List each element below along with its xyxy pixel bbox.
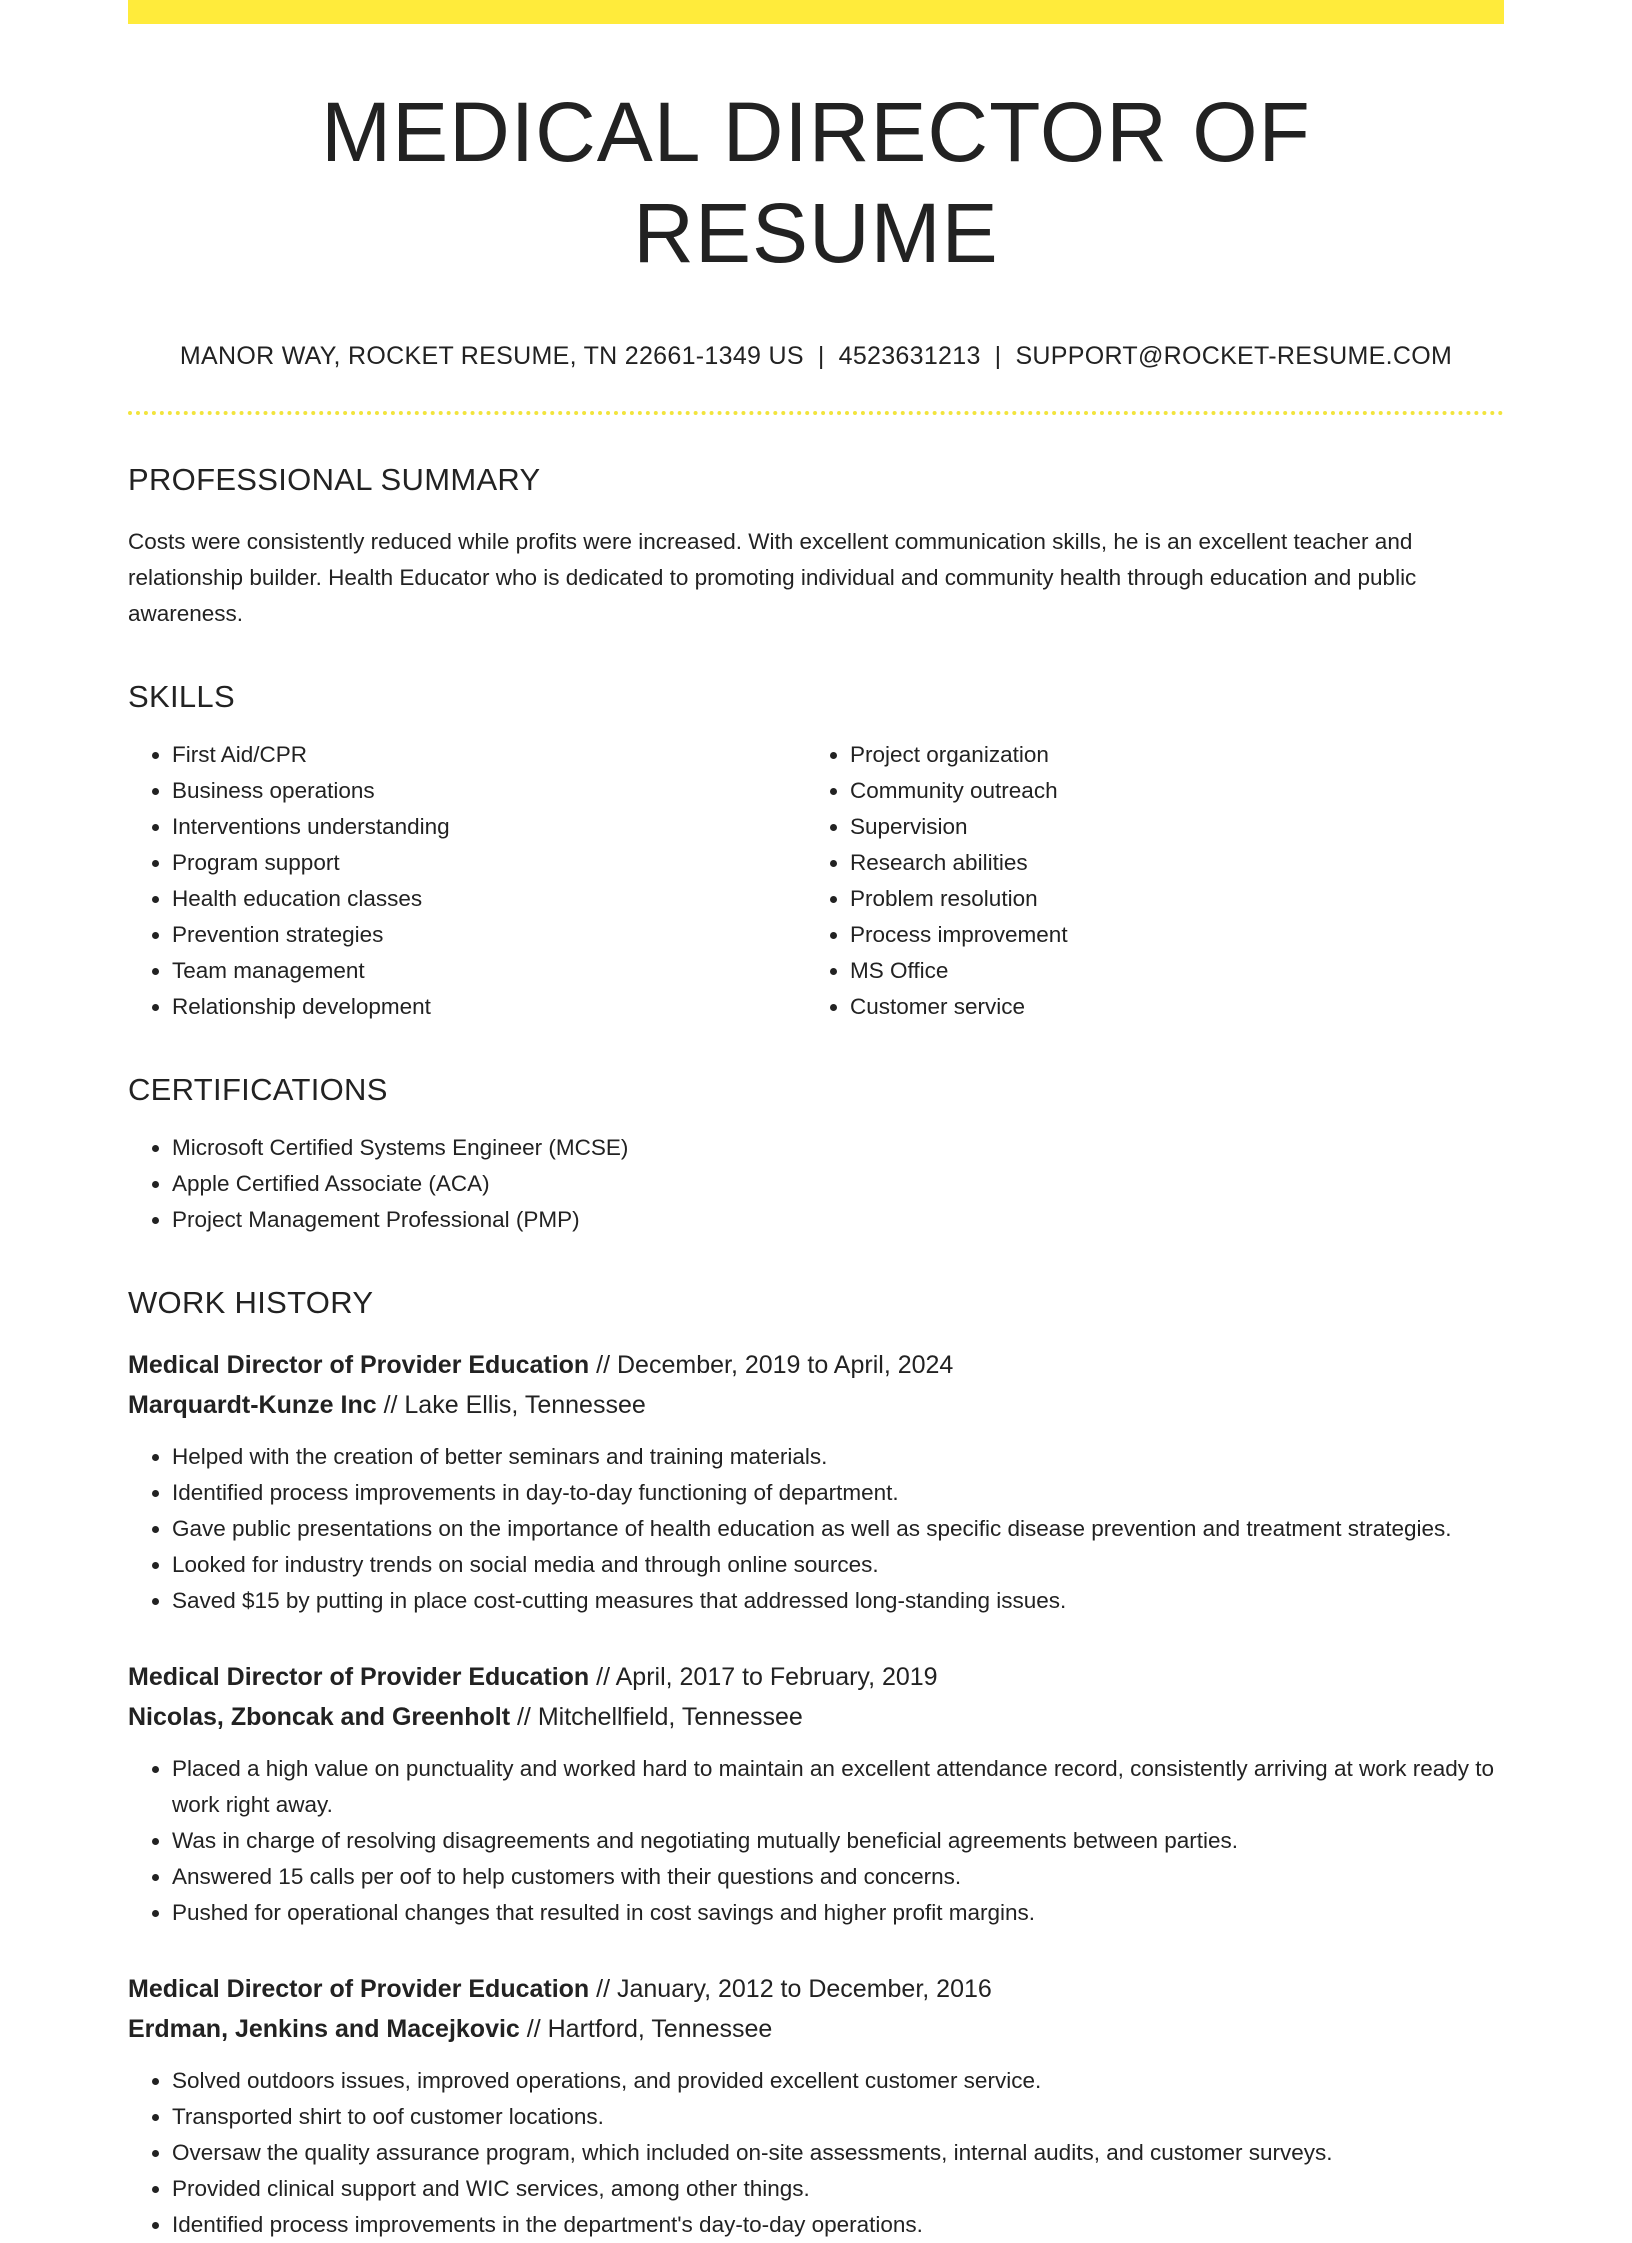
contact-phone: 4523631213: [838, 341, 981, 370]
job-role: Medical Director of Provider Education: [128, 1351, 590, 1380]
job-bullet: • Provided clinical support and WIC services, among other things.: [172, 2171, 1504, 2207]
job-dates: // January, 2012 to December, 2016: [589, 1975, 992, 2004]
skill-item: • Problem resolution: [850, 881, 1484, 917]
section-heading: SKILLS: [128, 678, 235, 714]
resume-page: [128, 0, 1504, 2243]
job-company: Marquardt-Kunze Inc: [128, 1391, 377, 1420]
job-bullet: • Transported shirt to oof customer locations.: [172, 2099, 1504, 2135]
job-company: Erdman, Jenkins and Macejkovic: [128, 2015, 520, 2044]
skill-item: • Customer service: [850, 989, 1484, 1025]
skill-item: • Business operations: [172, 773, 806, 809]
job-company-line: [128, 2009, 1504, 2049]
job-company: Nicolas, Zboncak and Greenholt: [128, 1703, 511, 1732]
job-entry: [128, 1969, 1504, 2243]
job-title-line: [128, 1345, 1504, 1385]
job-title-line: [128, 1969, 1504, 2009]
job-entry: [128, 1657, 1504, 1931]
certifications-list: [128, 1130, 1504, 1238]
job-company-line: [128, 1697, 1504, 1737]
job-bullet: • Looked for industry trends on social media and through online sources.: [172, 1547, 1504, 1583]
skill-item: • Team management: [172, 953, 806, 989]
summary-section: [128, 461, 1504, 632]
job-bullet: • Solved outdoors issues, improved operations, and provided excellent customer service.: [172, 2063, 1504, 2099]
skills-list-left: [128, 737, 806, 1025]
job-bullets: [128, 1439, 1504, 1619]
skill-item: • MS Office: [850, 953, 1484, 989]
job-bullets: [128, 1751, 1504, 1931]
skill-item: • Prevention strategies: [172, 917, 806, 953]
contact-address: MANOR WAY, ROCKET RESUME, TN 22661-1349 US: [179, 341, 804, 370]
job-dates: // April, 2017 to February, 2019: [589, 1663, 938, 1692]
skills-list-right: [806, 737, 1484, 1025]
job-bullet: • Identified process improvements in day-to-day functioning of department.: [172, 1475, 1504, 1511]
skills-grid: [128, 737, 1504, 1025]
certification-item: • Microsoft Certified Systems Engineer (MCSE): [172, 1130, 1504, 1166]
section-heading: WORK HISTORY: [128, 1285, 374, 1321]
job-role: Medical Director of Provider Education: [128, 1975, 590, 2004]
job-location: // Mitchellfield, Tennessee: [510, 1703, 803, 1732]
certification-item: • Project Management Professional (PMP): [172, 1202, 1504, 1238]
skill-item: • Project organization: [850, 737, 1484, 773]
contact-separator: |: [994, 341, 1002, 370]
skill-item: • Health education classes: [172, 881, 806, 917]
resume-title: MEDICAL DIRECTOR OF RESUME: [321, 85, 1311, 280]
job-company-line: [128, 1385, 1504, 1425]
job-role: Medical Director of Provider Education: [128, 1663, 590, 1692]
skills-section: [128, 678, 1504, 1025]
job-title-line: [128, 1657, 1504, 1697]
section-heading: PROFESSIONAL SUMMARY: [128, 461, 541, 497]
contact-email: SUPPORT@ROCKET-RESUME.COM: [1015, 341, 1453, 370]
job-entry: [128, 1345, 1504, 1619]
job-location: // Lake Ellis, Tennessee: [376, 1391, 646, 1420]
contact-line: [128, 342, 1504, 371]
job-bullets: [128, 2063, 1504, 2243]
section-heading: CERTIFICATIONS: [128, 1071, 388, 1107]
skill-item: • First Aid/CPR: [172, 737, 806, 773]
job-dates: // December, 2019 to April, 2024: [589, 1351, 954, 1380]
skill-item: • Program support: [172, 845, 806, 881]
skill-item: • Interventions understanding: [172, 809, 806, 845]
job-bullet: • Saved $15 by putting in place cost-cutting measures that addressed long-standing issues.: [172, 1583, 1504, 1619]
accent-bar: [128, 0, 1504, 24]
skill-item: • Supervision: [850, 809, 1484, 845]
job-bullet: • Was in charge of resolving disagreements and negotiating mutually beneficial agreements between parties.: [172, 1823, 1504, 1859]
job-bullet: • Helped with the creation of better seminars and training materials.: [172, 1439, 1504, 1475]
skill-item: • Process improvement: [850, 917, 1484, 953]
certification-item: • Apple Certified Associate (ACA): [172, 1166, 1504, 1202]
work-history-section: [128, 1284, 1504, 2243]
job-bullet: • Identified process improvements in the department's day-to-day operations.: [172, 2207, 1504, 2243]
job-bullet: • Oversaw the quality assurance program, which included on-site assessments, internal audits, and customer surveys.: [172, 2135, 1504, 2171]
summary-text: Costs were consistently reduced while profits were increased. With excellent communication skills, he is an excellent teacher and relationship builder. Health Educator who is dedicated to promoting individual and community health through education and public awareness.: [128, 528, 1417, 626]
skill-item: • Research abilities: [850, 845, 1484, 881]
certifications-section: [128, 1071, 1504, 1238]
dotted-divider: [128, 411, 1504, 415]
job-bullet: • Pushed for operational changes that resulted in cost savings and higher profit margins.: [172, 1895, 1504, 1931]
job-location: // Hartford, Tennessee: [519, 2015, 773, 2044]
job-bullet: • Answered 15 calls per oof to help customers with their questions and concerns.: [172, 1859, 1504, 1895]
contact-separator: |: [817, 341, 825, 370]
job-bullet: • Placed a high value on punctuality and worked hard to maintain an excellent attendance record, consistently arriving at work ready to work right away.: [172, 1751, 1504, 1823]
job-bullet: • Gave public presentations on the importance of health education as well as specific disease prevention and treatment strategies.: [172, 1511, 1504, 1547]
skill-item: • Community outreach: [850, 773, 1484, 809]
skill-item: • Relationship development: [172, 989, 806, 1025]
